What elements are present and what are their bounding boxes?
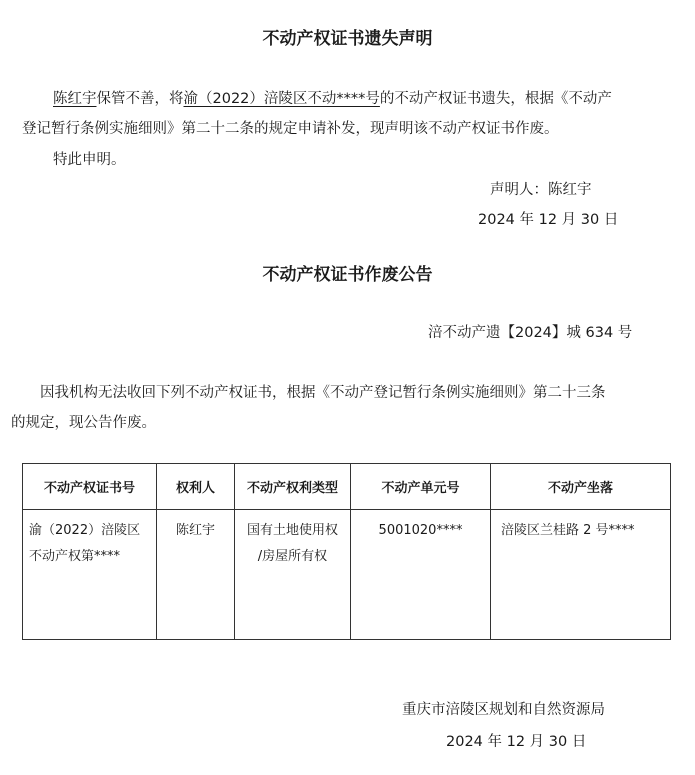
table-header-row: [23, 464, 671, 510]
declaration-date: 2024 年 12 月 30 日: [478, 212, 619, 228]
void-certificate-table: [22, 463, 671, 640]
announcement-date: 2024 年 12 月 30 日: [446, 734, 587, 750]
right-type-line-1: 国有土地使用权: [246, 523, 338, 538]
cell-cert-no: [23, 510, 157, 640]
header-right-type: 不动产权利类型: [235, 464, 351, 510]
table-row: [23, 510, 671, 640]
declaration-line-1: [53, 87, 612, 108]
announcement-title: 不动产权证书作废公告: [262, 265, 433, 285]
header-cert-no: 不动产权证书号: [23, 464, 157, 510]
document-number: 涪不动产遗【2024】城 634 号: [428, 325, 633, 341]
declaration-line-2: 登记暂行条例实施细则》第二十二条的规定申请补发，现声明该不动产权证书作废。: [22, 121, 559, 137]
declarant-name: 陈红宇: [53, 91, 97, 107]
cell-holder: 陈红宇: [157, 510, 235, 640]
header-unit-no: 不动产单元号: [351, 464, 491, 510]
cert-no-line-1: 渝（2022）涪陵区: [29, 523, 141, 538]
declaration-title: 不动产权证书遗失声明: [262, 29, 433, 49]
announcement-body-line-2: 的规定，现公告作废。: [11, 415, 156, 431]
right-type-line-2: /房屋所有权: [257, 549, 328, 564]
cell-right-type: [235, 510, 351, 640]
cert-no-line-2: 不动产权第****: [29, 549, 121, 564]
cell-unit-no: 5001020****: [351, 510, 491, 640]
certificate-number: 渝（2022）涪陵区不动****号: [183, 91, 380, 107]
declaration-text: 保管不善，将: [96, 91, 184, 107]
announcement-body-line-1: 因我机构无法收回下列不动产权证书，根据《不动产登记暂行条例实施细则》第二十三条: [40, 385, 606, 401]
declarant-signature: 声明人：陈红宇: [490, 182, 592, 198]
header-location: 不动产坐落: [491, 464, 671, 510]
cell-location: 涪陵区兰桂路 2 号****: [491, 510, 671, 640]
header-holder: 权利人: [157, 464, 235, 510]
declaration-line-3: 特此申明。: [53, 152, 126, 168]
declaration-text: 的不动产权证书遗失，根据《不动产: [379, 91, 612, 107]
issuing-authority: 重庆市涪陵区规划和自然资源局: [402, 702, 605, 718]
